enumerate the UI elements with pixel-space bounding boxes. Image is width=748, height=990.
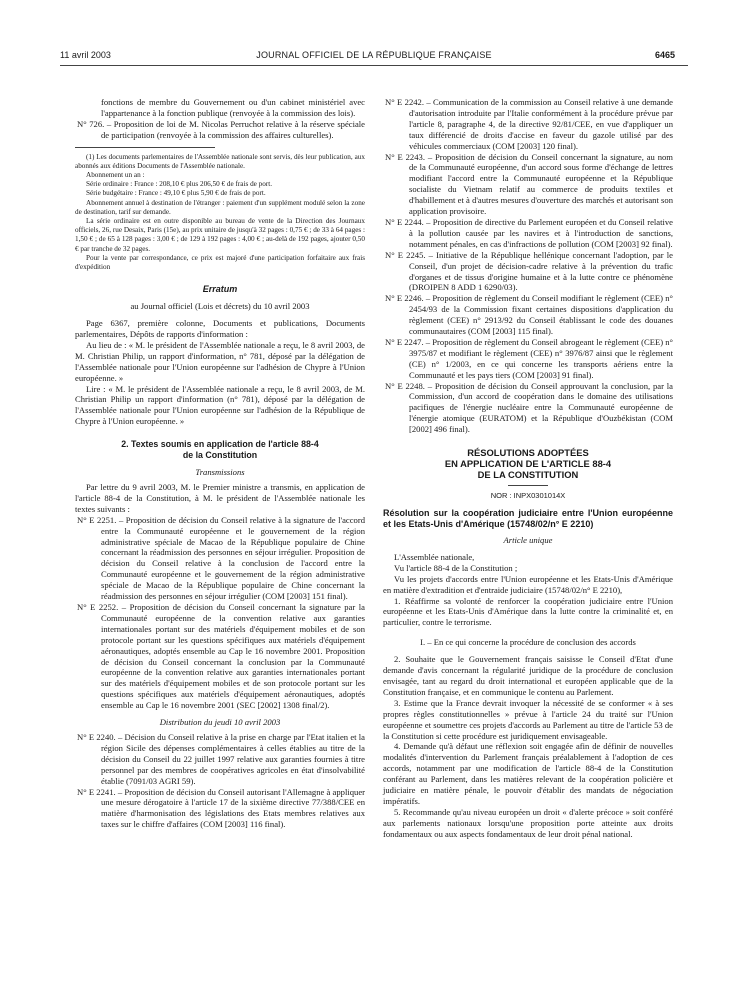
- resolutions-heading-line2: EN APPLICATION DE L'ARTICLE 88-4: [444, 458, 612, 470]
- transmissions-intro: Par lettre du 9 avril 2003, M. le Premier ministre a transmis, en application de l'article 88-4 de la Constitution, à M. le président de l'Assemblée nationale les textes suivants :: [75, 482, 365, 514]
- footnote-foreign: Abonnement annuel à destination de l'étranger : paiement d'un supplément modulé selon la zone de destination, tarif sur demande.: [75, 198, 365, 216]
- document-item-e2245: N° E 2245. – Initiative de la République hellénique concernant l'adoption, par le Conseil, d'un projet de décision-cadre relative à la prévention du trafic d'organes et de tissus d'origine humaine et à la lutte contre ce phénomène (DROIPEN 8 ADD 1 6290/03).: [385, 249, 673, 293]
- footnote-budget-series: Série budgétaire : France : 49,10 € plus 5,90 € de frais de port.: [86, 189, 266, 198]
- document-item-e2242: N° E 2242. – Communication de la commission au Conseil relative à une demande d'autorisation introduite par l'Italie conformément à la procédure prévue par l'article 8, paragraphe 4, de la directive 92/81/CEE, en vue d'appliquer un taux différencié de droits d'accise en faveur du gazole utilisé par des véhicules commerciaux (COM [2003] 120 final).: [385, 97, 673, 151]
- resolution-point-5: 5. Recommande qu'au niveau européen un droit « d'alerte précoce » soit conféré aux parlements nationaux lorsqu'une proposition porte atteinte aux droits fondamentaux ou aux aspects fondamentaux de leur droit pénal national.: [383, 806, 673, 839]
- document-item-726: N° 726. – Proposition de loi de M. Nicolas Perruchot relative à la réserve spéciale de participation (renvoyée à la commission des affaires culturelles).: [77, 118, 365, 140]
- resolution-point-4: 4. Demande qu'à défaut une réflexion soit engagée afin de définir de nouvelles modalités d'intervention du Parlement français préalablement à l'adoption de ces accords, notamment par une modification de l'article 88-4 de la Constitution conférant au Parlement, dans les matières relevant de la coopération policière et judiciaire en matière pénale, le pouvoir d'établir des mandats de négociation impératifs.: [383, 741, 673, 806]
- nor-reference: NOR : INPX0301014X: [490, 491, 566, 501]
- section-2-heading: 2. Textes soumis en application de l'article 88-4: [121, 439, 319, 450]
- article-unique-heading: Article unique: [503, 535, 553, 545]
- resolution-point-1: 1. Réaffirme sa volonté de renforcer la coopération judiciaire entre l'Union européenne et les Etats-Unis d'Amérique dans la lutte contre la criminalité et, en particulier, contre le terrorisme.: [383, 595, 673, 628]
- resolutions-heading-line3: DE LA CONSTITUTION: [477, 469, 579, 481]
- page-number: 6465: [655, 50, 676, 60]
- resolution-section-1: I. – En ce qui concerne la procédure de conclusion des accords: [420, 637, 636, 648]
- footnote-sale-price: La série ordinaire est en outre disponible au bureau de vente de la Direction des Journaux officiels, 26, rue Desaix, Paris (15e), au prix unitaire de jusqu'à 32 pages : 0,75 € ; de 33 à 64 pages : 1,50 € ; de 65 à 128 pages : 3,00 € ; de 129 à 192 pages : 4,00 € ; au-delà de 192 pages, ajouter 0,50 € par tranche de 32 pages.: [75, 217, 365, 253]
- document-item-e2240: N° E 2240. – Décision du Conseil relative à la prise en charge par l'Etat italien et la région Sicile des dépenses complémentaires à celles établies au titre de la décision du Conseil du 22 juillet 1997 relative aux garanties fournies à titre personnel par des membres de coopératives agricoles en état d'insolvabilité établie (7091/03 AGRI 59).: [77, 731, 365, 786]
- erratum-subheading: au Journal officiel (Lois et décrets) du 10 avril 2003: [130, 301, 310, 312]
- resolution-point-2: 2. Souhaite que le Gouvernement français saisisse le Conseil d'Etat d'une demande d'avis concernant la régularité juridique de la procédure de conclusion envisagée, tant au regard du droit international et européen applicable que de la Constitution française, et en communique le contenu au Parlement.: [383, 654, 673, 697]
- footnote-subscription: Abonnement un an :: [86, 171, 145, 180]
- transmissions-heading: Transmissions: [195, 467, 245, 478]
- header-rule: [60, 65, 688, 66]
- left-column: [75, 97, 365, 830]
- footnote-ordinary-series: Série ordinaire : France : 208,10 € plus 206,50 € de frais de port.: [86, 180, 273, 189]
- section-2-heading-line2: de la Constitution: [182, 450, 258, 461]
- erratum-heading: Erratum: [202, 284, 238, 295]
- resolution-title: Résolution sur la coopération judiciaire entre l'Union européenne et les Etats-Unis d'Amérique (15748/02/n° E 2210): [383, 508, 673, 529]
- footnote-rule: [75, 147, 215, 148]
- document-item-e2248: N° E 2248. – Proposition de décision du Conseil approuvant la conclusion, par la Commission, d'un accord de coopération dans le domaine des utilisations pacifiques de l'énergie nucléaire entre la Communauté européenne de l'énergie atomique (EURATOM) et la République d'Ouzbékistan (COM [2002] 496 final).: [385, 380, 673, 435]
- header-date: 11 avril 2003: [60, 50, 111, 60]
- document-item-e2252: N° E 2252. – Proposition de décision du Conseil concernant la signature par la Communauté européenne de la convention relative aux garanties internationales portant sur des matériels d'équipement mobiles et de son protocole portant sur les questions spécifiques aux matériels d'équipement aéronautiques, adoptés ensemble au Cap le 16 novembre 2001. Proposition de décision du Conseil concernant la conclusion par la Communauté européenne de la convention relative aux garanties internationales portant sur des matériels d'équipement mobiles et de son protocole portant sur les questions spécifiques aux matériels d'équipement aéronautiques, adoptés ensemble au Cap le 16 novembre 2001 (SEC [2002] 1308 final/2).: [77, 602, 365, 711]
- distribution-heading: Distribution du jeudi 10 avril 2003: [159, 717, 281, 728]
- footnote-mail-order: Pour la vente par correspondance, ce prix est majoré d'une participation forfaitaire aux frais d'expédition: [75, 253, 365, 272]
- running-header: [0, 50, 748, 62]
- continued-paragraph: fonctions de membre du Gouvernement ou d'un cabinet ministériel avec l'appartenance à la fonction publique (renvoyée à la commission des lois).: [101, 97, 365, 118]
- document-item-e2246: N° E 2246. – Proposition de règlement du Conseil modifiant le règlement (CEE) n° 2454/93 de la Commission fixant certaines dispositions d'application du règlement (CEE) n° 2913/92 du Conseil établissant le code des douanes communautaires (COM [2003] 115 final).: [385, 293, 673, 337]
- erratum-reference: Page 6367, première colonne, Documents et publications, Documents parlementaires, Dépôts de rapports d'information :: [75, 318, 365, 339]
- resolutions-rule: [508, 485, 548, 486]
- document-item-e2247: N° E 2247. – Proposition de règlement du Conseil abrogeant le règlement (CEE) n° 3975/87 et modifiant le règlement (CEE) n° 3976/87 ainsi que le règlement (CE) n° 1/2003, en ce qui concerne les transports aériens entre la Communauté et les pays tiers (COM [2003] 91 final).: [385, 336, 673, 380]
- erratum-instead-of: Au lieu de : « M. le président de l'Assemblée nationale a reçu, le 8 avril 2003, de M. Christian Philip, un rapport d'information, n° 781, déposé par la délégation de l'Assemblée nationale pour l'Union européenne sur l'adhésion de Chypre à l'Union européenne. »: [75, 339, 365, 383]
- resolution-point-3: 3. Estime que la France devrait invoquer la nécessité de se conformer « à ses propres règles constitutionnelles » prévue à l'article 24 du traité sur l'Union européenne et soumettre ces projets d'accords au Parlement au titre de l'article 53 de la Constitution si cette procédure est juridiquement envisageable.: [383, 697, 673, 741]
- journal-title: JOURNAL OFFICIEL DE LA RÉPUBLIQUE FRANÇAISE: [256, 50, 492, 60]
- right-column: [383, 97, 673, 840]
- resolution-vu-article: Vu l'article 88-4 de la Constitution ;: [394, 562, 518, 573]
- footnote-1: (1) Les documents parlementaires de l'Assemblée nationale sont servis, dès leur publication, aux abonnés aux éditions Documents de l'Assemblée nationale.: [75, 152, 365, 170]
- resolution-assembly: L'Assemblée nationale,: [394, 551, 475, 562]
- erratum-read: Lire : « M. le président de l'Assemblée nationale a reçu, le 8 avril 2003, de M. Christian Philip un rapport d'information (n° 781), déposé par la délégation de l'Assemblée nationale pour l'Union européenne sur l'adhésion de la République de Chypre à l'Union européenne. »: [75, 383, 365, 427]
- resolution-vu-projects: Vu les projets d'accords entre l'Union européenne et les Etats-Unis d'Amérique en matière d'extradition et d'entraide judiciaire (15748/02/n° E 2210),: [383, 573, 673, 595]
- document-item-e2241: N° E 2241. – Proposition de décision du Conseil autorisant l'Allemagne à appliquer une mesure dérogatoire à l'article 17 de la sixième directive 77/388/CEE en matière d'harmonisation des législations des Etats membres relatives aux taxes sur le chiffre d'affaires (COM [2003] 116 final).: [77, 786, 365, 830]
- document-item-e2244: N° E 2244. – Proposition de directive du Parlement européen et du Conseil relative à la pollution causée par les navires et à l'introduction de sanctions, notamment pénales, en cas d'infractions de pollution (COM [2003] 92 final).: [385, 216, 673, 249]
- document-item-e2243: N° E 2243. – Proposition de décision du Conseil concernant la signature, au nom de la Communauté européenne, d'un accord sous forme d'échange de lettres modifiant l'accord entre la Communauté européenne et la République socialiste du Vietnam relatif au commerce de produits textiles et d'habillement et à d'autres mesures d'ouverture des marchés et autorisant son application provisoire.: [385, 151, 673, 217]
- resolutions-heading: RÉSOLUTIONS ADOPTÉES: [467, 447, 589, 459]
- document-item-e2251: N° E 2251. – Proposition de décision du Conseil relative à la signature de l'accord entre la Communauté européenne et le gouvernement de la région administrative spéciale de Macao de la République populaire de Chine concernant la réadmission des personnes en séjour irrégulier. Proposition de décision du Conseil relative à la conclusion de l'accord entre la Communauté européenne et le gouvernement de la région administrative spéciale de Macao de la République populaire de Chine concernant la réadmission des personnes en séjour irrégulier (COM [2003] 151 final).: [77, 514, 365, 602]
